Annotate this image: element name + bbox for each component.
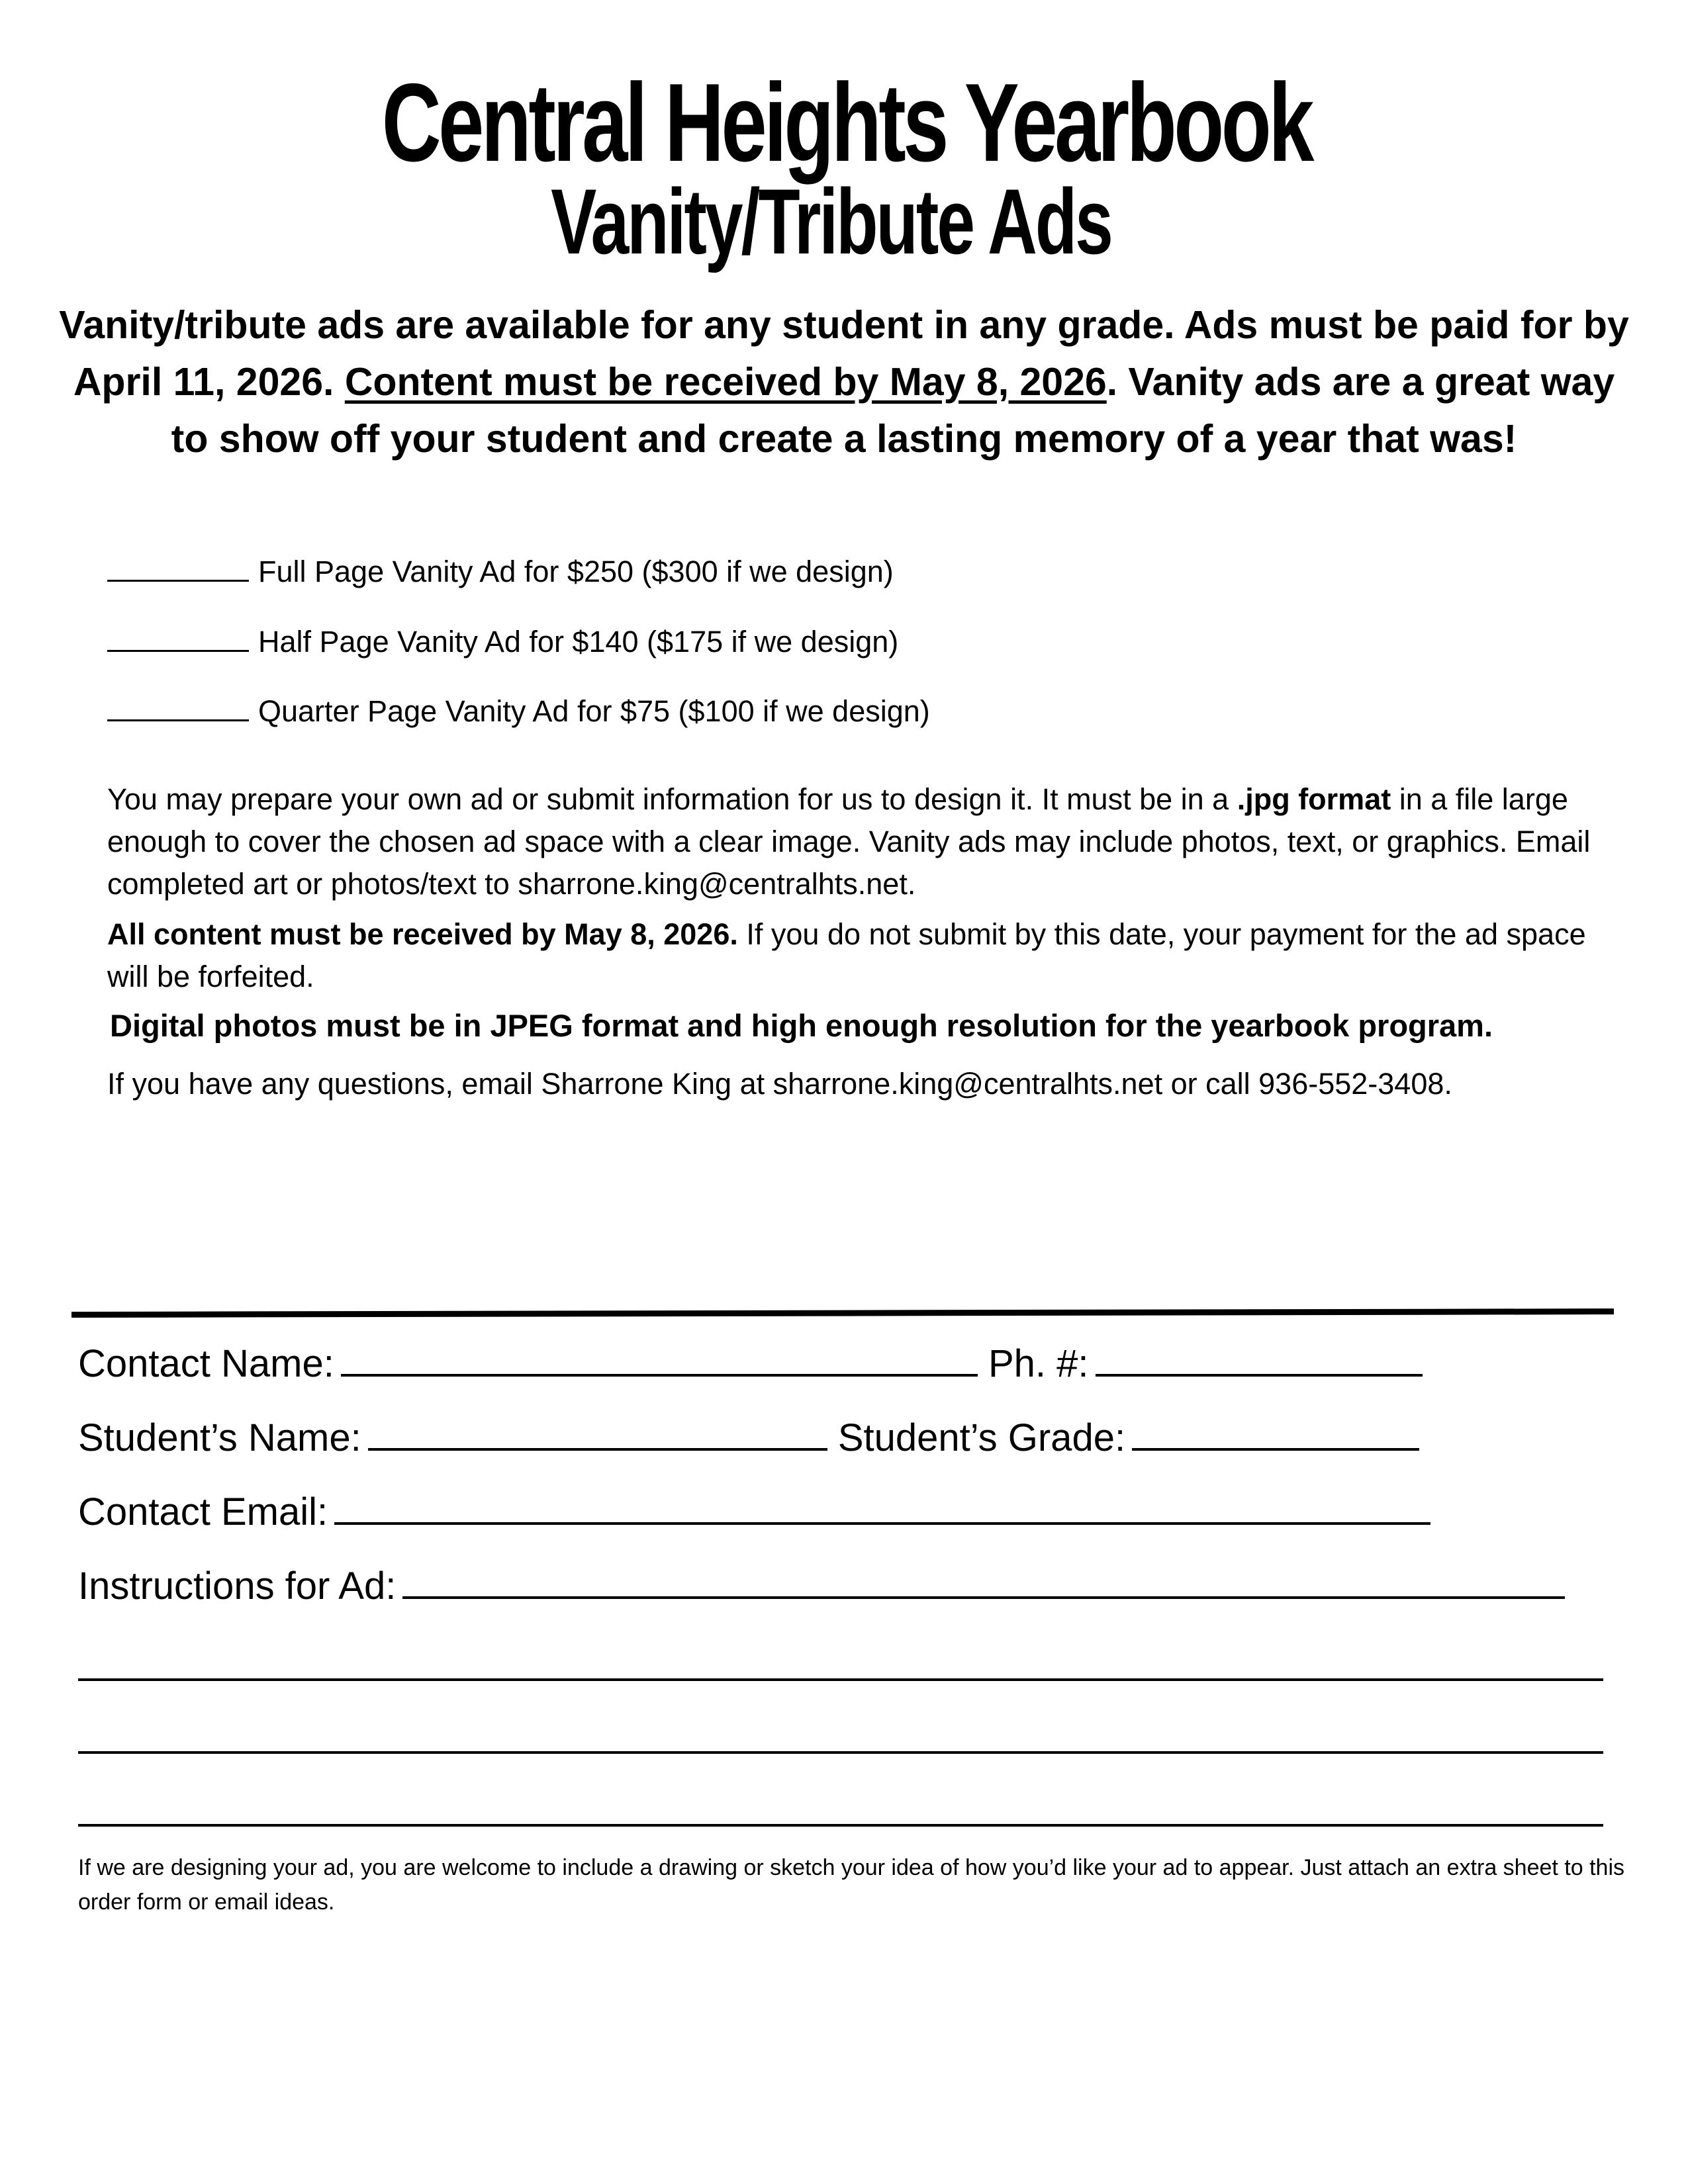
- instr-p2-bold: All content must be received by May 8, 2026.: [107, 917, 738, 951]
- option-label: Full Page Vanity Ad for $250 ($300 if we design): [258, 555, 894, 588]
- option-label: Half Page Vanity Ad for $140 ($175 if we design): [258, 625, 899, 659]
- page-subtitle: Vanity/Tribute Ads: [551, 169, 1111, 273]
- instructions-paragraph-4: If you have any questions, email Sharrone King at sharrone.king@centralhts.net or call 936-552-3408.: [107, 1067, 1452, 1101]
- contact-email-label: Contact Email:: [78, 1490, 328, 1533]
- intro-text-1: Vanity/tribute ads are available for any student in any grade. Ads must be paid for by April 11, 2026.: [59, 303, 1629, 404]
- ad-instructions-line-2[interactable]: [78, 1678, 1603, 1681]
- student-row: [78, 1411, 1419, 1461]
- ad-instructions-row: [78, 1559, 1565, 1610]
- instructions-paragraph-1: [107, 778, 1597, 905]
- option-blank-line[interactable]: [107, 690, 249, 721]
- instr-p1-b: in a file large enough to cover the chosen ad space with a clear image. Vanity ads may include photos, text, or graphics. Email completed art or photos/text to sharrone.king@centralhts.net.: [107, 782, 1591, 901]
- contact-name-field[interactable]: [341, 1337, 978, 1377]
- option-label: Quarter Page Vanity Ad for $75 ($100 if we design): [258, 694, 930, 728]
- intro-deadline-underlined: Content must be received by May 8, 2026: [344, 360, 1107, 404]
- student-name-field[interactable]: [368, 1411, 827, 1451]
- ad-instructions-field[interactable]: [402, 1559, 1565, 1599]
- intro-paragraph: [53, 296, 1635, 467]
- option-full-page[interactable]: [107, 551, 894, 590]
- option-blank-line[interactable]: [107, 621, 249, 652]
- contact-name-label: Contact Name:: [78, 1342, 334, 1385]
- contact-name-row: [78, 1337, 1423, 1387]
- section-divider: [71, 1308, 1614, 1318]
- option-quarter-page[interactable]: [107, 690, 930, 730]
- instr-p1-a: You may prepare your own ad or submit information for us to design it. It must be in a: [107, 782, 1237, 816]
- student-grade-field[interactable]: [1132, 1411, 1419, 1451]
- ad-instructions-line-4[interactable]: [78, 1824, 1603, 1827]
- instructions-paragraph-3: Digital photos must be in JPEG format and high enough resolution for the yearbook program.: [110, 1008, 1493, 1043]
- footnote: If we are designing your ad, you are welcome to include a drawing or sketch your idea of how you’d like your ad to appear. Just attach an extra sheet to this order form or email ideas.: [78, 1855, 1625, 1915]
- instr-p1-bold: .jpg format: [1237, 782, 1391, 816]
- student-grade-label: Student’s Grade:: [837, 1416, 1126, 1459]
- option-half-page[interactable]: [107, 621, 898, 660]
- student-name-label: Student’s Name:: [78, 1416, 361, 1459]
- instructions-paragraph-2: [107, 913, 1597, 998]
- phone-field[interactable]: [1096, 1337, 1423, 1377]
- ad-instructions-label: Instructions for Ad:: [78, 1565, 397, 1608]
- phone-label: Ph. #:: [988, 1342, 1089, 1385]
- intro-text-2: . Vanity ads are a great way to show off your student and create a lasting memory of a year that was!: [171, 360, 1615, 461]
- page-title: Central Heights Yearbook: [381, 60, 1311, 185]
- option-blank-line[interactable]: [107, 551, 249, 582]
- contact-email-field[interactable]: [334, 1485, 1430, 1525]
- ad-instructions-line-3[interactable]: [78, 1751, 1603, 1754]
- instr-p2-rest: If you do not submit by this date, your payment for the ad space will be forfeited.: [107, 917, 1586, 993]
- contact-email-row: [78, 1485, 1430, 1535]
